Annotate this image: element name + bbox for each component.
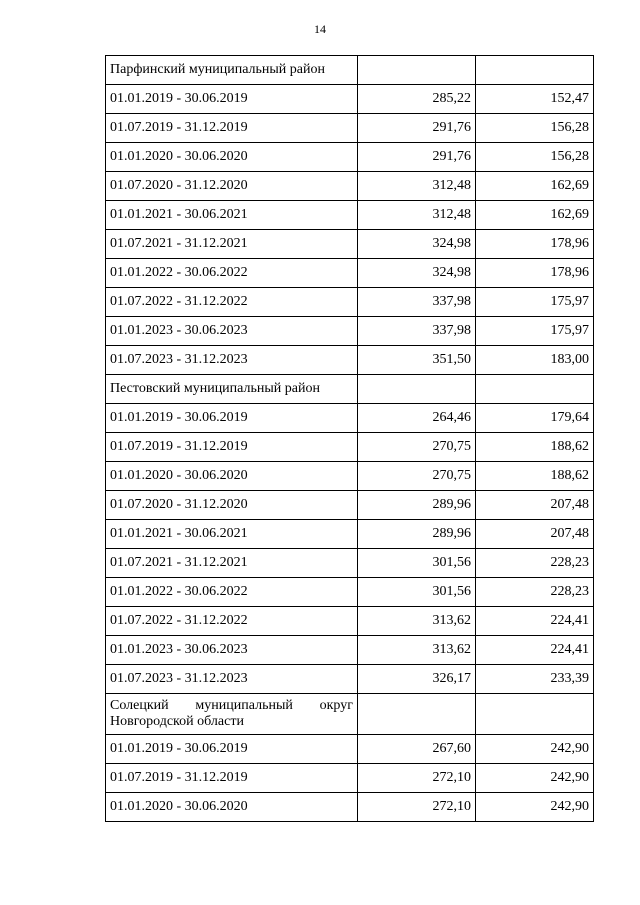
- period-cell: 01.01.2020 - 30.06.2020: [106, 462, 358, 491]
- period-cell: 01.07.2019 - 31.12.2019: [106, 114, 358, 143]
- value1-cell: 337,98: [358, 317, 476, 346]
- period-cell: 01.01.2022 - 30.06.2022: [106, 259, 358, 288]
- value1-cell: 351,50: [358, 346, 476, 375]
- table-row: [106, 433, 594, 462]
- table-row: [106, 259, 594, 288]
- value2-cell: 156,28: [476, 114, 594, 143]
- value2-cell: 175,97: [476, 317, 594, 346]
- value1-cell: 313,62: [358, 607, 476, 636]
- value1-cell: 291,76: [358, 143, 476, 172]
- value1-cell: 301,56: [358, 549, 476, 578]
- value2-cell: 224,41: [476, 607, 594, 636]
- value1-cell: 289,96: [358, 520, 476, 549]
- period-cell: 01.01.2020 - 30.06.2020: [106, 793, 358, 822]
- period-cell: 01.01.2019 - 30.06.2019: [106, 85, 358, 114]
- value1-cell: 312,48: [358, 201, 476, 230]
- period-cell: 01.01.2023 - 30.06.2023: [106, 317, 358, 346]
- period-cell: 01.01.2022 - 30.06.2022: [106, 578, 358, 607]
- empty-cell: [358, 694, 476, 735]
- value1-cell: 326,17: [358, 665, 476, 694]
- table-row: [106, 288, 594, 317]
- table-row: [106, 404, 594, 433]
- table-row: [106, 793, 594, 822]
- value1-cell: 301,56: [358, 578, 476, 607]
- table-row: [106, 230, 594, 259]
- period-cell: 01.07.2023 - 31.12.2023: [106, 665, 358, 694]
- table-row: [106, 578, 594, 607]
- table-row: [106, 520, 594, 549]
- value1-cell: 264,46: [358, 404, 476, 433]
- period-cell: 01.07.2022 - 31.12.2022: [106, 288, 358, 317]
- value2-cell: 188,62: [476, 462, 594, 491]
- empty-cell: [358, 375, 476, 404]
- value2-cell: 183,00: [476, 346, 594, 375]
- section-header-row: [106, 56, 594, 85]
- value1-cell: 312,48: [358, 172, 476, 201]
- value1-cell: 289,96: [358, 491, 476, 520]
- period-cell: 01.01.2021 - 30.06.2021: [106, 520, 358, 549]
- value2-cell: 178,96: [476, 230, 594, 259]
- value2-cell: 152,47: [476, 85, 594, 114]
- section-title: Пестовский муниципальный район: [106, 375, 358, 404]
- table-row: [106, 143, 594, 172]
- period-cell: 01.01.2019 - 30.06.2019: [106, 404, 358, 433]
- period-cell: 01.07.2021 - 31.12.2021: [106, 230, 358, 259]
- table-row: [106, 172, 594, 201]
- period-cell: 01.01.2023 - 30.06.2023: [106, 636, 358, 665]
- empty-cell: [476, 375, 594, 404]
- value2-cell: 242,90: [476, 793, 594, 822]
- value2-cell: 207,48: [476, 491, 594, 520]
- empty-cell: [476, 56, 594, 85]
- table-row: [106, 607, 594, 636]
- value2-cell: 228,23: [476, 549, 594, 578]
- value1-cell: 324,98: [358, 259, 476, 288]
- value2-cell: 156,28: [476, 143, 594, 172]
- period-cell: 01.07.2022 - 31.12.2022: [106, 607, 358, 636]
- value1-cell: 270,75: [358, 462, 476, 491]
- value2-cell: 228,23: [476, 578, 594, 607]
- value1-cell: 267,60: [358, 735, 476, 764]
- value1-cell: 313,62: [358, 636, 476, 665]
- value2-cell: 162,69: [476, 172, 594, 201]
- value2-cell: 179,64: [476, 404, 594, 433]
- period-cell: 01.07.2021 - 31.12.2021: [106, 549, 358, 578]
- value2-cell: 233,39: [476, 665, 594, 694]
- section-title: Парфинский муниципальный район: [106, 56, 358, 85]
- value2-cell: 224,41: [476, 636, 594, 665]
- table-row: [106, 491, 594, 520]
- value1-cell: 270,75: [358, 433, 476, 462]
- empty-cell: [476, 694, 594, 735]
- value1-cell: 285,22: [358, 85, 476, 114]
- table-row: [106, 462, 594, 491]
- value1-cell: 272,10: [358, 764, 476, 793]
- table-row: [106, 764, 594, 793]
- value1-cell: 272,10: [358, 793, 476, 822]
- value2-cell: 207,48: [476, 520, 594, 549]
- table-row: [106, 346, 594, 375]
- value2-cell: 175,97: [476, 288, 594, 317]
- value2-cell: 188,62: [476, 433, 594, 462]
- tariff-table: [105, 55, 594, 822]
- section-header-row: [106, 375, 594, 404]
- table-row: [106, 665, 594, 694]
- value2-cell: 178,96: [476, 259, 594, 288]
- period-cell: 01.01.2020 - 30.06.2020: [106, 143, 358, 172]
- period-cell: 01.07.2020 - 31.12.2020: [106, 172, 358, 201]
- table-row: [106, 735, 594, 764]
- period-cell: 01.01.2021 - 30.06.2021: [106, 201, 358, 230]
- section-title: Солецкий муниципальный округ Новгородской области: [106, 694, 358, 735]
- value2-cell: 242,90: [476, 735, 594, 764]
- section-header-row: [106, 694, 594, 735]
- table-row: [106, 114, 594, 143]
- tariff-table-body: [106, 56, 594, 822]
- period-cell: 01.07.2023 - 31.12.2023: [106, 346, 358, 375]
- period-cell: 01.07.2019 - 31.12.2019: [106, 433, 358, 462]
- page-number: 14: [314, 22, 326, 36]
- period-cell: 01.07.2020 - 31.12.2020: [106, 491, 358, 520]
- value1-cell: 337,98: [358, 288, 476, 317]
- period-cell: 01.07.2019 - 31.12.2019: [106, 764, 358, 793]
- empty-cell: [358, 56, 476, 85]
- table-row: [106, 201, 594, 230]
- value1-cell: 324,98: [358, 230, 476, 259]
- table-row: [106, 549, 594, 578]
- table-row: [106, 317, 594, 346]
- table-row: [106, 85, 594, 114]
- value1-cell: 291,76: [358, 114, 476, 143]
- period-cell: 01.01.2019 - 30.06.2019: [106, 735, 358, 764]
- value2-cell: 162,69: [476, 201, 594, 230]
- value2-cell: 242,90: [476, 764, 594, 793]
- table-row: [106, 636, 594, 665]
